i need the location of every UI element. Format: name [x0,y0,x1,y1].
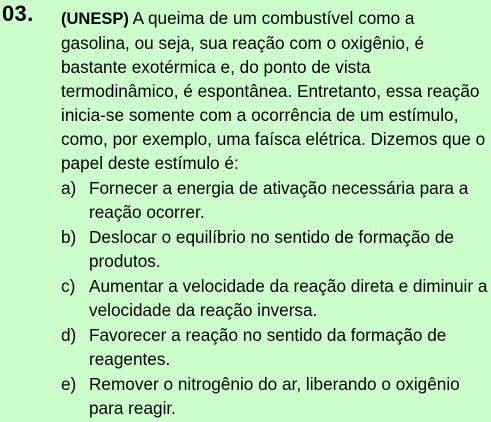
option-b[interactable] [61,225,489,273]
option-letter: a) [61,178,77,198]
option-e[interactable] [61,372,489,420]
question-stem-text: A queima de um combustível como a gasolina, ou seja, sua reação com o oxigênio, é bastante exotérmica e, do ponto de vista termodinâmico, é espontânea. Entretanto, essa reação inicia-se somente com a ocorrência de um estímulo, como, por exemplo, uma faísca elétrica. Dizemos que o papel deste estímulo é: [61,8,486,173]
option-a[interactable] [61,176,489,224]
question-source: (UNESP) [61,10,129,28]
option-text: Aumentar a velocidade da reação direta e diminuir a velocidade da reação inversa. [89,276,488,320]
option-text: Fornecer a energia de ativação necessária para a reação ocorrer. [89,178,469,222]
option-letter: e) [61,374,77,394]
option-text: Deslocar o equilíbrio no sentido de formação de produtos. [89,227,454,271]
question-stem [61,6,488,175]
question-number: 03. [2,1,34,26]
option-text: Remover o nitrogênio do ar, liberando o oxigênio para reagir. [89,374,460,418]
option-d[interactable] [61,323,489,371]
answer-options [61,176,489,421]
option-letter: c) [61,276,76,296]
option-text: Favorecer a reação no sentido da formação de reagentes. [89,325,447,369]
option-letter: b) [61,227,77,247]
option-c[interactable] [61,274,489,322]
option-letter: d) [61,325,77,345]
